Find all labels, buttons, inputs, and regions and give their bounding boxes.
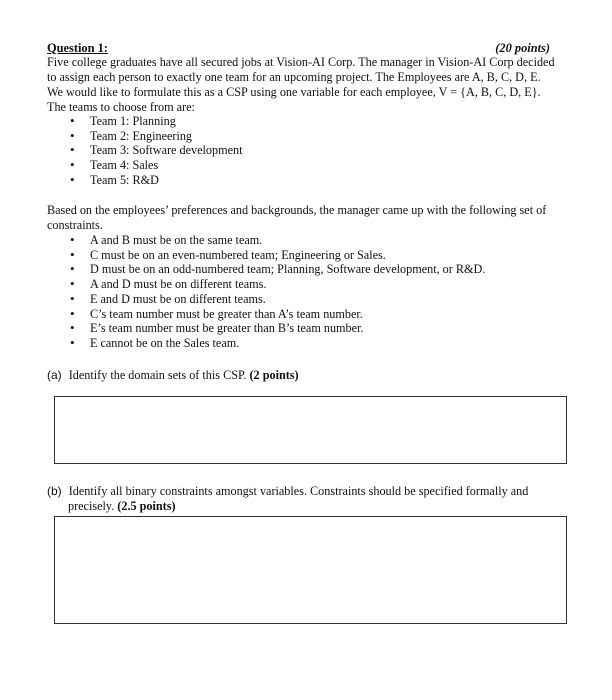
part-b-text-line2: precisely. [68, 499, 115, 513]
question-title: Question 1: [47, 41, 108, 55]
list-item: • A and D must be on different teams. [70, 277, 485, 292]
part-a-label: (a) [47, 368, 62, 382]
list-item: • A and B must be on the same team. [70, 233, 485, 248]
list-item: • D must be on an odd-numbered team; Planning, Software development, or R&D. [70, 262, 485, 277]
list-item: • E and D must be on different teams. [70, 292, 485, 307]
part-a-text: Identify the domain sets of this CSP. [68, 368, 247, 382]
list-item: • Team 2: Engineering [70, 129, 242, 144]
list-item: • Team 4: Sales [70, 158, 242, 173]
part-a-points: (2 points) [249, 368, 299, 382]
list-item: • Team 5: R&D [70, 173, 242, 188]
part-b-text-line1: Identify all binary constraints amongst variables. Constraints should be specified formally and [68, 484, 529, 498]
teams-list [70, 114, 242, 188]
list-item: • Team 1: Planning [70, 114, 242, 129]
question-points: (20 points) [495, 41, 550, 55]
list-item: • C’s team number must be greater than A’s team number. [70, 307, 485, 322]
part-b-label: (b) [47, 484, 62, 498]
list-item: • E cannot be on the Sales team. [70, 336, 485, 351]
list-item: • C must be on an even-numbered team; Engineering or Sales. [70, 248, 485, 263]
question-intro: Five college graduates have all secured jobs at Vision-AI Corp. The manager in Vision-AI Corp decided to assign each person to exactly one team for an upcoming project. The Employees are A, B, C, D, E. We would like to formulate this as a CSP using one variable for each employee, V = {A, B, C, D, E}. The teams to choose from are: [47, 55, 555, 114]
question-header [47, 40, 554, 56]
part-b-prompt [47, 484, 557, 514]
part-a-prompt [47, 368, 299, 383]
constraints-list [70, 233, 485, 351]
constraints-intro: Based on the employees’ preferences and backgrounds, the manager came up with the following set of constraints. [47, 203, 547, 232]
part-a-answer-box[interactable] [54, 396, 567, 464]
list-item: • Team 3: Software development [70, 143, 242, 158]
part-b-text-line2-wrap [47, 499, 557, 514]
list-item: • E’s team number must be greater than B’s team number. [70, 321, 485, 336]
part-b-points: (2.5 points) [117, 499, 176, 513]
part-b-answer-box[interactable] [54, 516, 567, 624]
